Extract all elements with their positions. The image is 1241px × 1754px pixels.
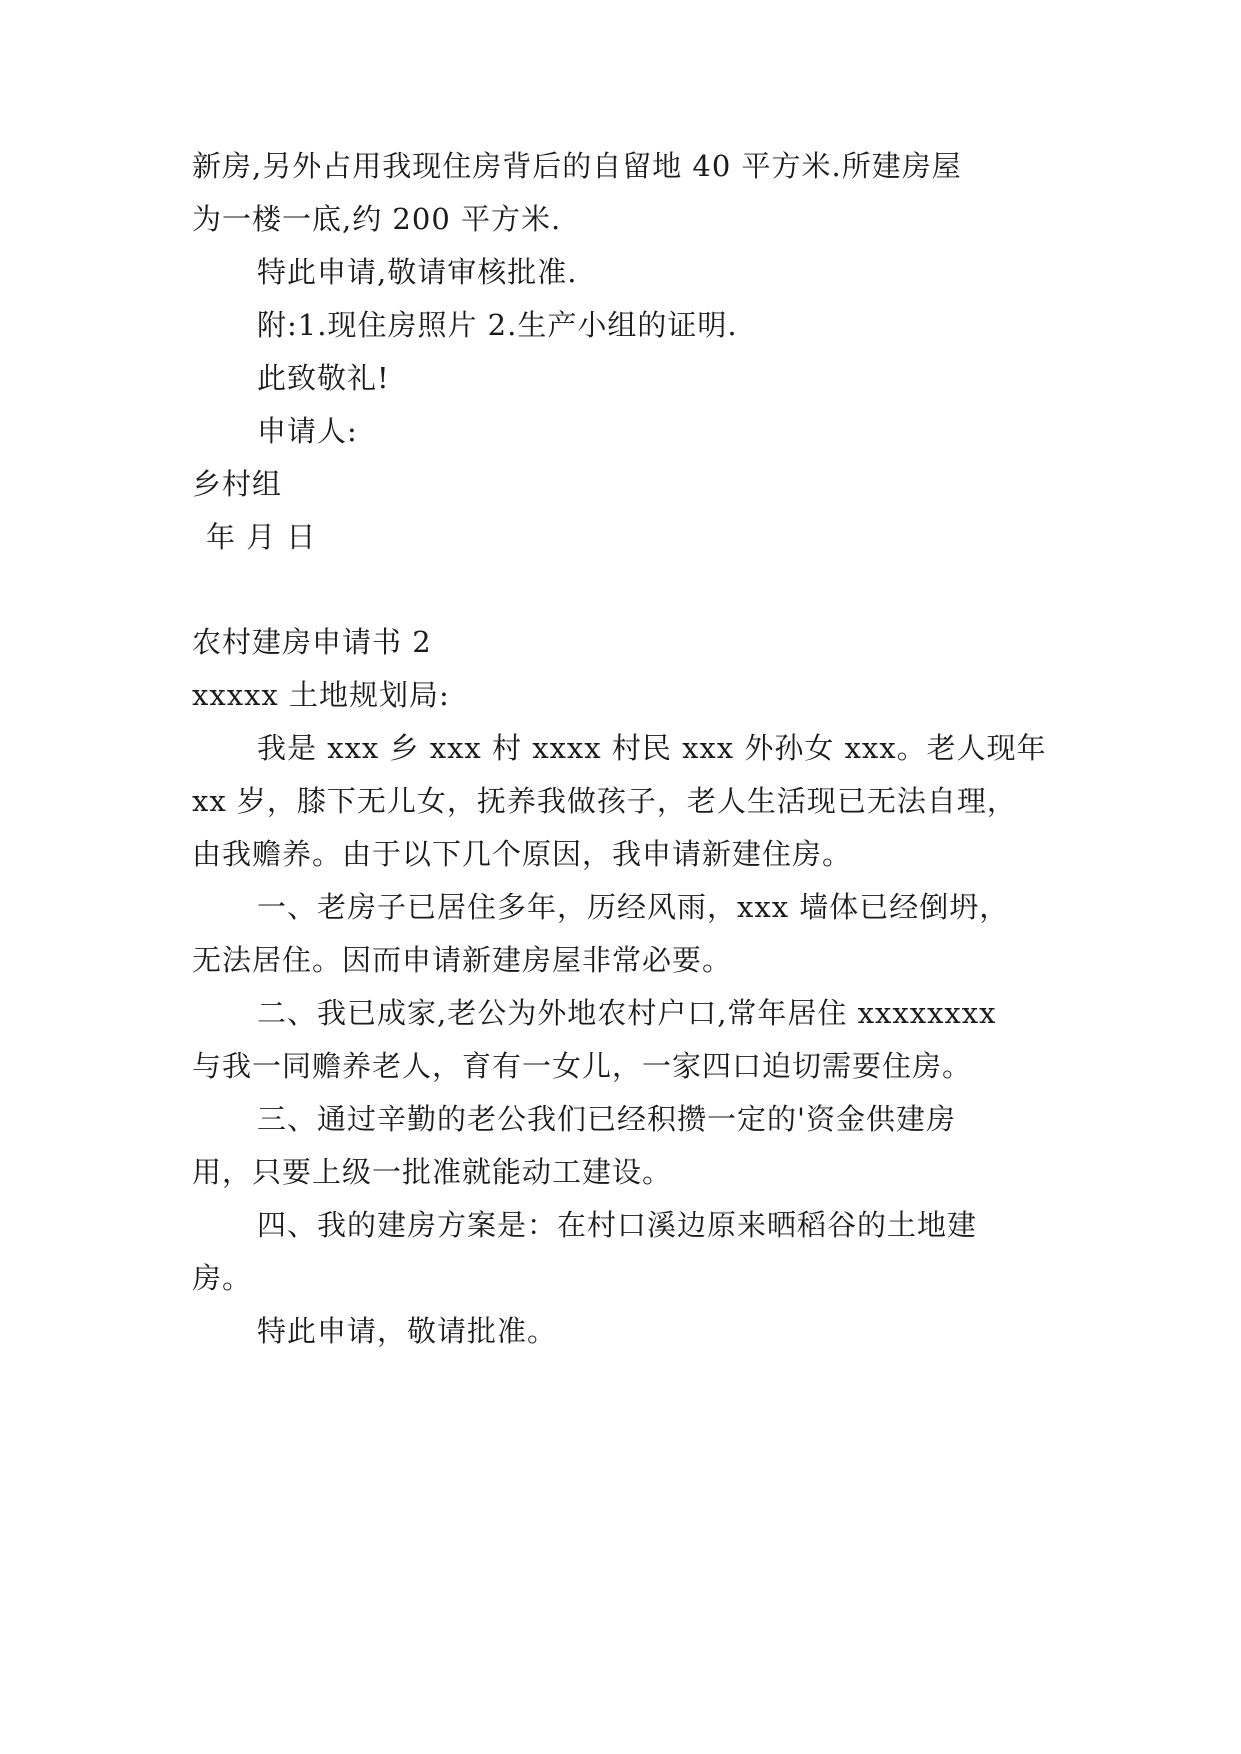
paragraph-line: 一、老房子已居住多年，历经风雨，xxx 墙体已经倒坍， bbox=[257, 890, 1010, 924]
paragraph-line: 二、我已成家,老公为外地农村户口,常年居住 xxxxxxxx bbox=[257, 996, 997, 1030]
paragraph-line: 我是 xxx 乡 xxx 村 xxxx 村民 xxx 外孙女 xxx。老人现年 bbox=[257, 731, 1047, 765]
paragraph-line: 用，只要上级一批准就能动工建设。 bbox=[192, 1155, 673, 1189]
applicant-line: 申请人: bbox=[257, 414, 358, 448]
date-line: 年 月 日 bbox=[206, 520, 317, 554]
closing-line: 特此申请，敬请批准。 bbox=[257, 1314, 558, 1348]
paragraph-line: 为一楼一底,约 200 平方米. bbox=[192, 202, 562, 236]
paragraph-line: 四、我的建房方案是：在村口溪边原来晒稻谷的土地建 bbox=[257, 1208, 978, 1242]
section-title: 农村建房申请书 2 bbox=[192, 625, 432, 659]
paragraph-line: xx 岁，膝下无儿女，抚养我做孩子，老人生活现已无法自理， bbox=[192, 784, 1017, 818]
attachment-line: 附:1.现住房照片 2.生产小组的证明. bbox=[257, 308, 738, 342]
closing-line: 此致敬礼! bbox=[257, 361, 390, 395]
paragraph-line: 由我赡养。由于以下几个原因，我申请新建住房。 bbox=[192, 837, 853, 871]
paragraph-line: 新房,另外占用我现住房背后的自留地 40 平方米.所建房屋 bbox=[192, 149, 962, 183]
address-line: 乡村组 bbox=[192, 467, 283, 501]
paragraph-line: 与我一同赡养老人，育有一女儿，一家四口迫切需要住房。 bbox=[192, 1049, 973, 1083]
paragraph-line: 无法居住。因而申请新建房屋非常必要。 bbox=[192, 943, 733, 977]
salutation: xxxxx 土地规划局: bbox=[192, 678, 450, 712]
paragraph-line: 三、通过辛勤的老公我们已经积攒一定的'资金供建房 bbox=[257, 1102, 956, 1136]
paragraph-line: 房。 bbox=[192, 1261, 253, 1295]
paragraph-line: 特此申请,敬请审核批准. bbox=[257, 255, 578, 289]
